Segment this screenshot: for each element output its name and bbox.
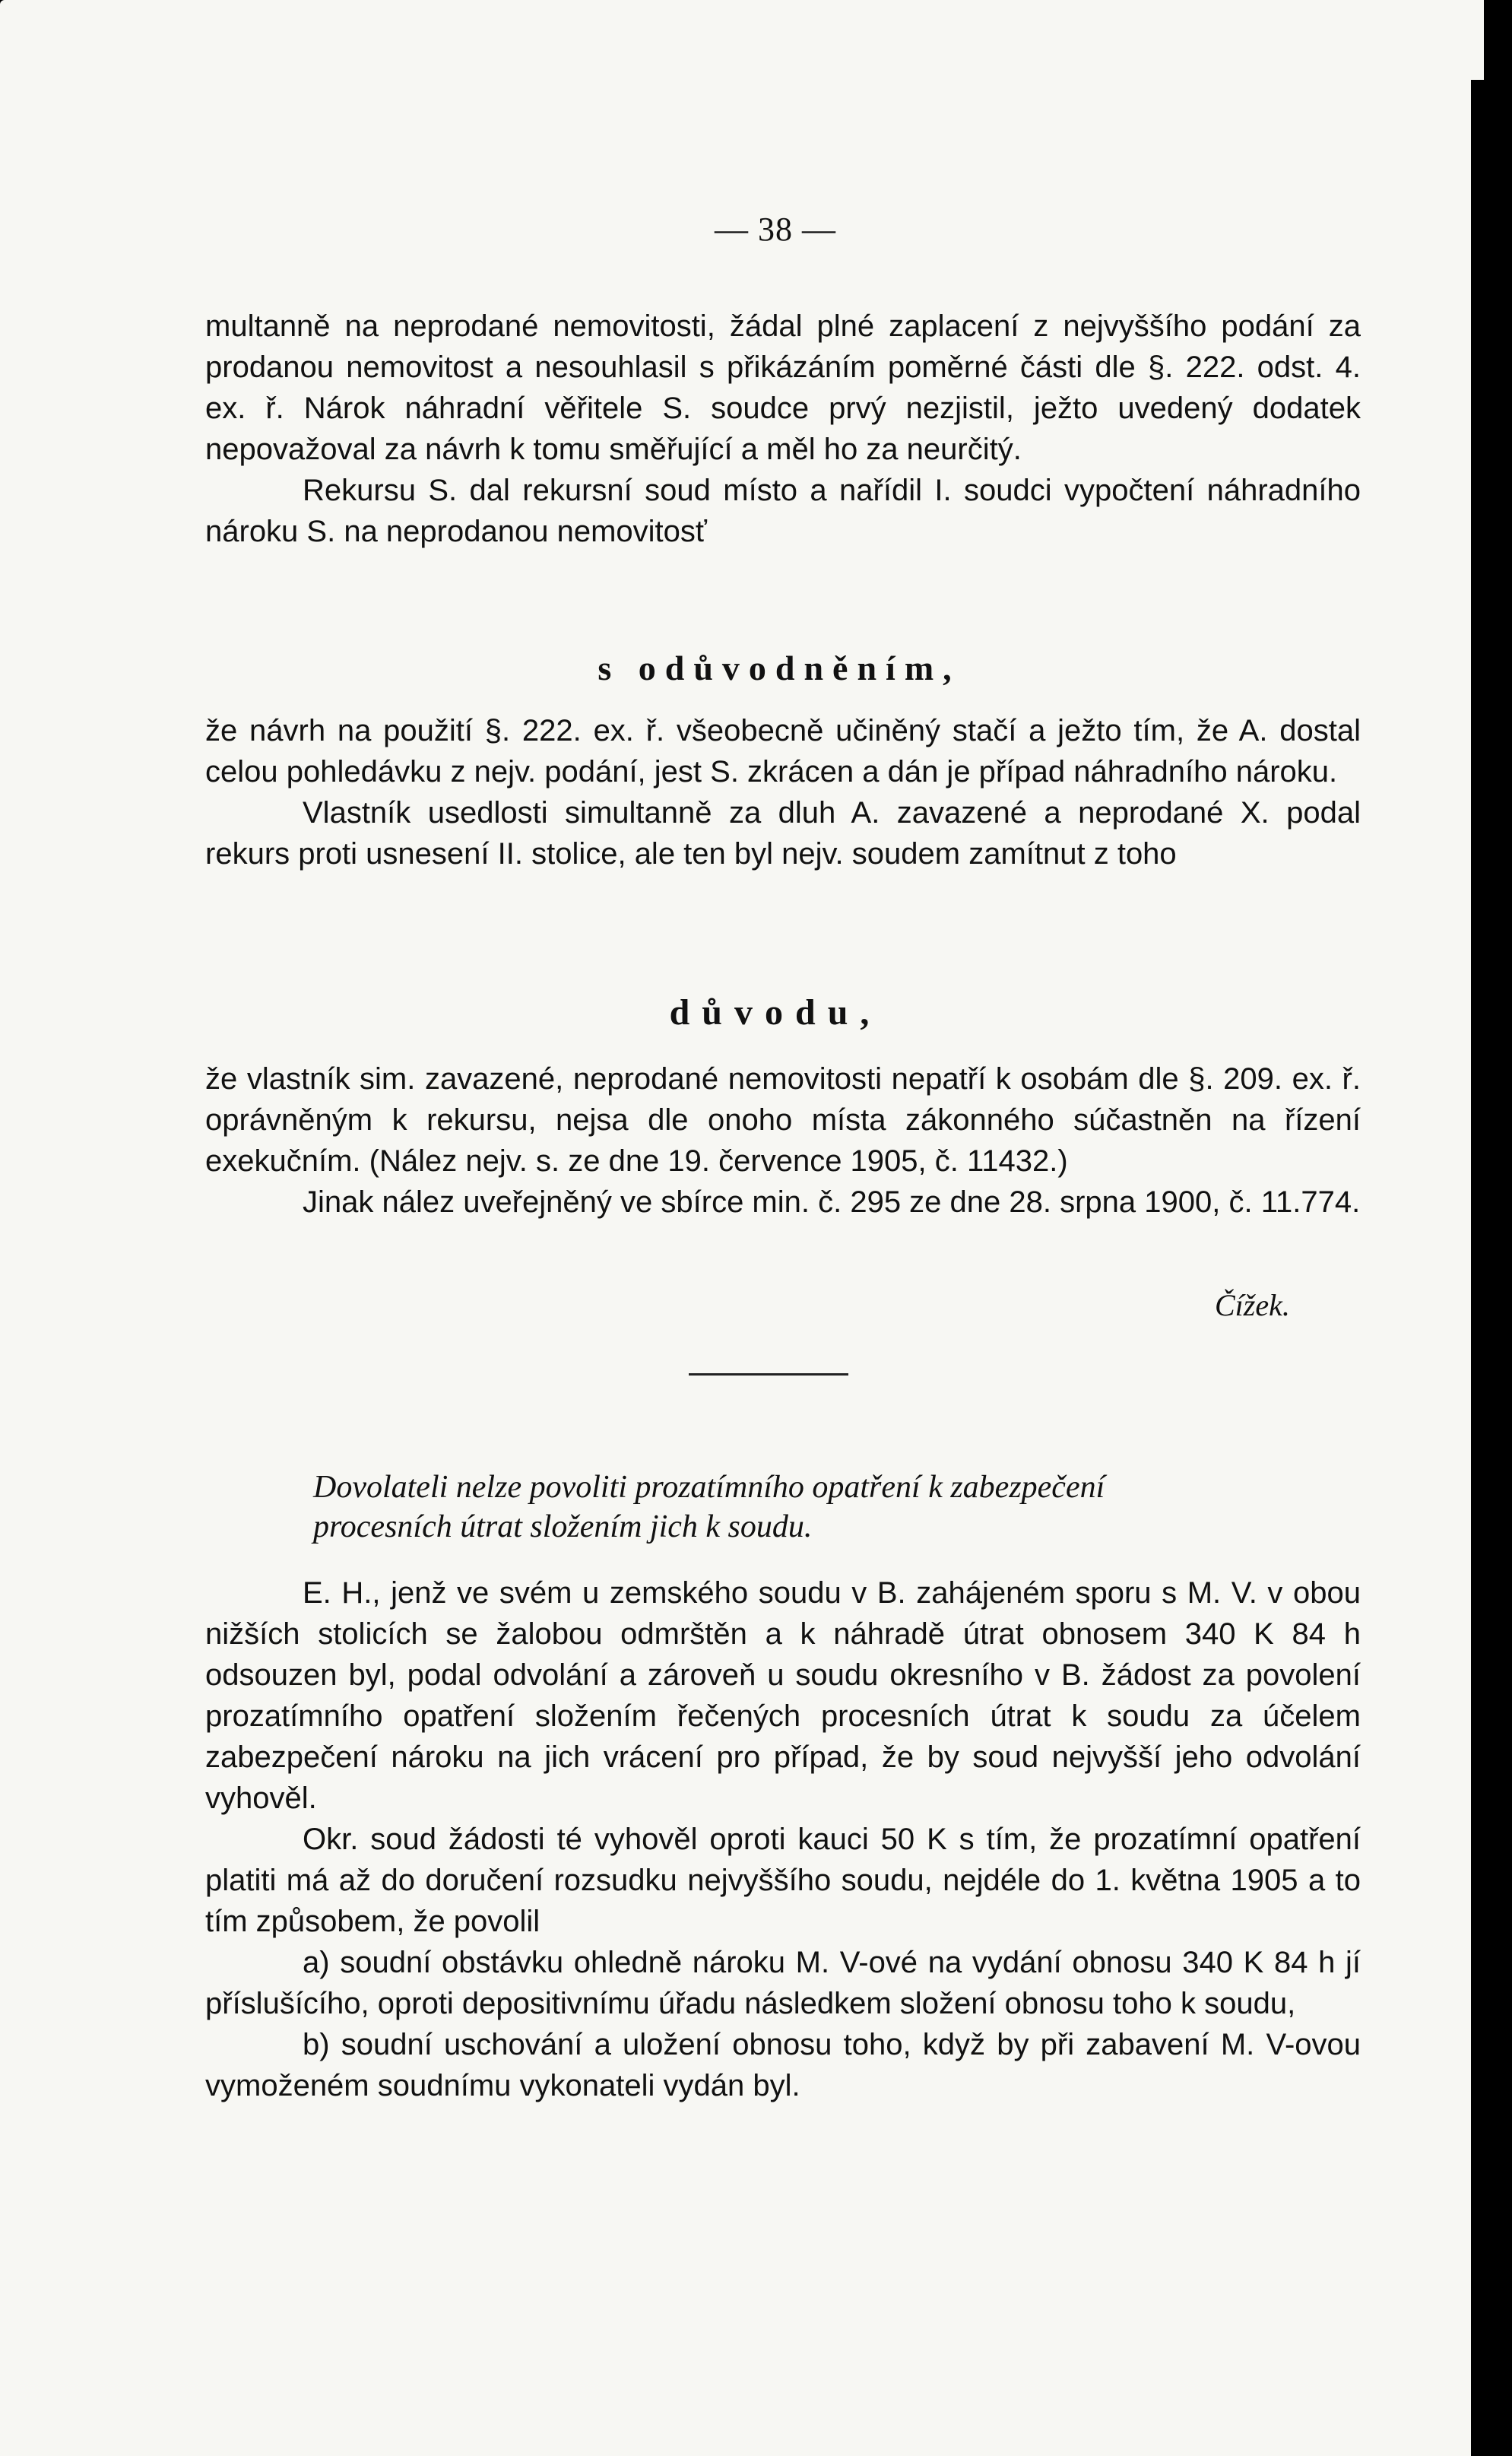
headnote-line-2: procesních útrat složením jich k soudu. bbox=[313, 1509, 813, 1544]
section1-end bbox=[205, 1058, 1361, 1223]
section-divider bbox=[689, 1373, 848, 1376]
page-number: — 38 — bbox=[715, 211, 836, 248]
headnote-line-1: Dovolateli nelze povoliti prozatímního opatření k zabezpečení bbox=[313, 1470, 1105, 1505]
paragraph-1: multanně na neprodané nemovitosti, žádal plné zaplacení z nejvyššího podání za prodanou nemovitost a nesouhlasil s přikázáním poměrné části dle §. 222. odst. 4. ex. ř. Nárok náhradní věřitele S. soudce prvý nezjistil, ježto uvedený dodatek nepovažoval za návrh k tomu směřující a měl ho za neurčitý. bbox=[205, 309, 1361, 466]
heading-duvodu: důvodu, bbox=[669, 992, 882, 1033]
paragraph-6: Jinak nález uveřejněný ve sbírce min. č. 295 ze dne 28. srpna 1900, č. 11.774. bbox=[303, 1185, 1361, 1219]
paragraph-8: Okr. soud žádosti té vyhověl oproti kauci 50 K s tím, že prozatímní opatření platiti má až do doručení rozsudku nejvyššího soudu, nejdéle do 1. května 1905 a to tím způsobem, že povolil bbox=[205, 1823, 1361, 1938]
page-edge bbox=[1471, 0, 1512, 2456]
headnote bbox=[313, 1468, 1362, 1547]
paper-corner bbox=[1466, 0, 1484, 80]
paragraph-7: E. H., jenž ve svém u zemského soudu v B. zahájeném sporu s M. V. v obou nižších stolicích se žalobou odmrštěn a k náhradě útrat obnosem 340 K 84 h odsouzen byl, podal odvolání a zároveň u soudu okresního v B. žádost za povolení prozatímního opatření složením řečených procesních útrat k soudu za účelem zabezpečení nároku na jich vrácení pro případ, že by soud nejvyšší jeho odvolání vyhověl. bbox=[205, 1576, 1361, 1815]
paragraph-3: že návrh na použití §. 222. ex. ř. všeobecně učiněný stačí a ježto tím, že A. dostal celou pohledávku z nejv. podání, jest S. zkrácen a dán je případ náhradního nároku. bbox=[205, 714, 1361, 789]
section1-opening bbox=[205, 306, 1361, 552]
section1-middle bbox=[205, 710, 1361, 874]
heading-s-oduvodnenim: s odůvodněním, bbox=[598, 649, 961, 687]
paragraph-4: Vlastník usedlosti simultanně za dluh A. zavazené a neprodané X. podal rekurs proti usnesení II. stolice, ale ten byl nejv. soudem zamítnut z toho bbox=[205, 796, 1361, 871]
paragraph-2: Rekursu S. dal rekursní soud místo a nařídil I. soudci vypočtení náhradního nároku S. na neprodanou nemovitosť bbox=[205, 474, 1361, 548]
list-item-b: b) soudní uschování a uložení obnosu toho, když by při zabavení M. V-ovou vymoženém soudnímu vykonateli vydán byl. bbox=[205, 2028, 1361, 2102]
list-item-a: a) soudní obstávku ohledně nároku M. V-ové na vydání obnosu 340 K 84 h jí příslušícího, oproti depositivnímu úřadu následkem složení obnosu toho k soudu, bbox=[205, 1946, 1361, 2020]
section2-body bbox=[205, 1572, 1361, 2106]
paragraph-5: že vlastník sim. zavazené, neprodané nemovitosti nepatří k osobám dle §. 209. ex. ř. oprávněným k rekursu, nejsa dle onoho místa zákonného súčastněn na řízení exekučním. (Nález nejv. s. ze dne 19. července 1905, č. 11432.) bbox=[205, 1062, 1361, 1178]
author-signature: Čížek. bbox=[1215, 1288, 1290, 1322]
